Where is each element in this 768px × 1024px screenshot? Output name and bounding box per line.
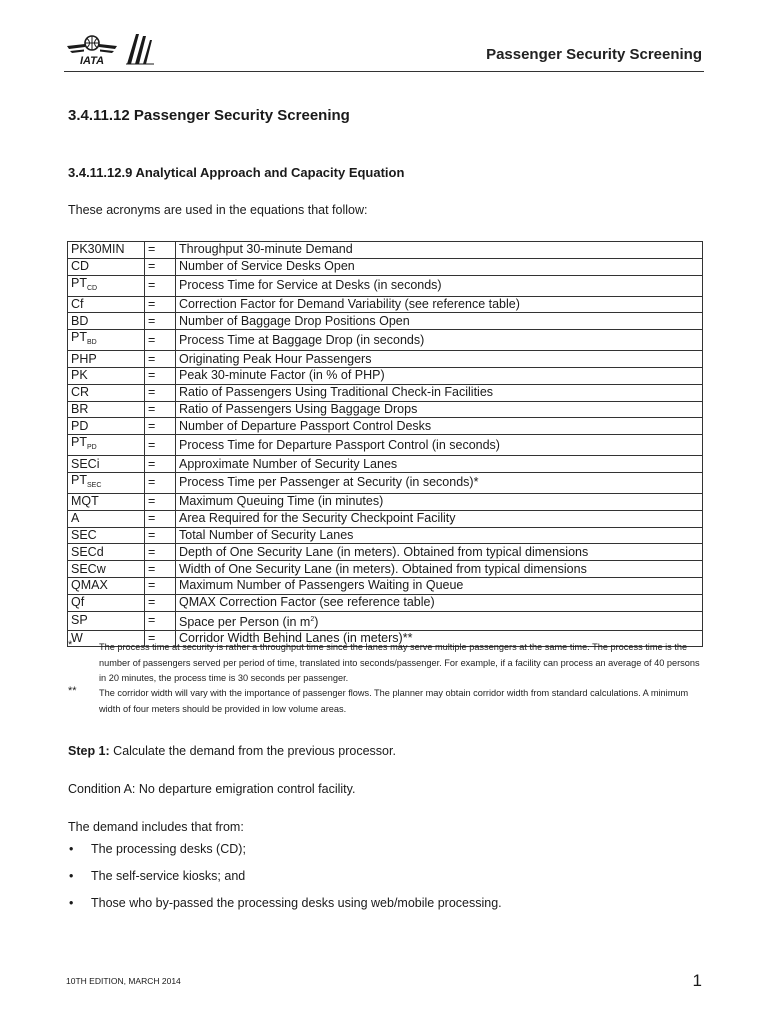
acronym-term: $PT_{CD}$	[68, 275, 145, 296]
table-row	[68, 510, 703, 527]
acronym-definition: Ratio of Passengers Using Traditional Check-in Facilities	[176, 384, 703, 401]
acronym-definition: Space per Person (in $m^2$)	[176, 611, 703, 630]
demand-intro: The demand includes that from:	[68, 820, 244, 834]
equals-sign: =	[145, 435, 176, 456]
step-1	[68, 744, 396, 758]
table-row	[68, 561, 703, 578]
table-row	[68, 275, 703, 296]
table-row	[68, 435, 703, 456]
equals-sign: =	[145, 561, 176, 578]
bullet-icon: •	[69, 842, 74, 856]
equals-sign: =	[145, 527, 176, 544]
acronym-term: $PT_{BD}$	[68, 330, 145, 351]
table-row	[68, 384, 703, 401]
acronym-term: CD	[68, 258, 145, 275]
equals-sign: =	[145, 313, 176, 330]
bullet-icon: •	[69, 896, 74, 910]
equals-sign: =	[145, 472, 176, 493]
acronym-term: MQT	[68, 493, 145, 510]
demand-sources-list	[68, 842, 502, 923]
equals-sign: =	[145, 258, 176, 275]
table-row	[68, 296, 703, 313]
acronym-definition: Number of Service Desks Open	[176, 258, 703, 275]
table-row	[68, 418, 703, 435]
footnote-text: The process time at security is rather a throughput time since the lanes may serve multiple passengers at the same time. The process time is the number of passengers served per period of time, translated into seconds/passenger. For example, if a facility can process an average of 40 persons in 20 minutes, the process time is 30 seconds per passenger.	[99, 642, 700, 683]
footnote-process-time	[68, 640, 709, 687]
step-1-text: Calculate the demand from the previous processor.	[109, 744, 396, 758]
equals-sign: =	[145, 275, 176, 296]
iata-logo	[66, 34, 118, 66]
acronym-definition: Peak 30-minute Factor (in % of PHP)	[176, 367, 703, 384]
table-row	[68, 611, 703, 630]
footnote-text: The corridor width will vary with the importance of passenger flows. The planner may obtain corridor width from standard calculations. A minimum width of four meters should be provided in low volume areas.	[99, 688, 689, 714]
acronym-term: W	[68, 630, 145, 647]
table-row	[68, 367, 703, 384]
condition-a: Condition A: No departure emigration control facility.	[68, 782, 356, 796]
acronym-definition: Ratio of Passengers Using Baggage Drops	[176, 401, 703, 418]
acronym-definition: Number of Baggage Drop Positions Open	[176, 313, 703, 330]
page-number: 1	[692, 971, 702, 990]
acronym-term: BR	[68, 401, 145, 418]
acronym-term: CR	[68, 384, 145, 401]
equals-sign: =	[145, 384, 176, 401]
subsection-heading: 3.4.11.12.9 Analytical Approach and Capacity Equation	[68, 165, 405, 180]
table-row	[68, 258, 703, 275]
acronym-term: Qf	[68, 594, 145, 611]
acronym-term: SECi	[68, 456, 145, 473]
page-header	[64, 30, 704, 72]
list-item-text: The self-service kiosks; and	[91, 869, 246, 883]
acronym-definition: Originating Peak Hour Passengers	[176, 351, 703, 368]
acronym-term: SECd	[68, 544, 145, 561]
table-row	[68, 594, 703, 611]
aci-logo	[124, 30, 156, 66]
acronym-table	[67, 241, 703, 647]
acronym-definition: Area Required for the Security Checkpoint Facility	[176, 510, 703, 527]
table-row	[68, 456, 703, 473]
section-heading: 3.4.11.12 Passenger Security Screening	[68, 107, 350, 124]
table-row	[68, 313, 703, 330]
equals-sign: =	[145, 296, 176, 313]
equals-sign: =	[145, 367, 176, 384]
table-row	[68, 493, 703, 510]
iata-logo-text: IATA	[79, 55, 105, 66]
acronym-definition: Process Time for Departure Passport Control (in seconds)	[176, 435, 703, 456]
equals-sign: =	[145, 630, 176, 647]
equals-sign: =	[145, 493, 176, 510]
equals-sign: =	[145, 456, 176, 473]
acronym-term: SP	[68, 611, 145, 630]
equals-sign: =	[145, 577, 176, 594]
footnote-mark: *	[68, 639, 73, 651]
bullet-icon: •	[69, 869, 74, 883]
footer-edition: 10TH EDITION, MARCH 2014	[66, 976, 181, 986]
acronym-definition: Correction Factor for Demand Variability (see reference table)	[176, 296, 703, 313]
table-row	[68, 544, 703, 561]
table-row	[68, 472, 703, 493]
equals-sign: =	[145, 544, 176, 561]
acronym-definition: Throughput 30-minute Demand	[176, 242, 703, 259]
table-row	[68, 351, 703, 368]
table-row	[68, 330, 703, 351]
acronym-term: SEC	[68, 527, 145, 544]
acronym-definition: Maximum Queuing Time (in minutes)	[176, 493, 703, 510]
table-row	[68, 401, 703, 418]
acronym-definition: Depth of One Security Lane (in meters). Obtained from typical dimensions	[176, 544, 703, 561]
acronym-definition: Maximum Number of Passengers Waiting in Queue	[176, 577, 703, 594]
list-item-text: Those who by-passed the processing desks using web/mobile processing.	[91, 896, 502, 910]
equals-sign: =	[145, 611, 176, 630]
acronym-term: $PT_{SEC}$	[68, 472, 145, 493]
step-1-label: Step 1:	[68, 744, 110, 758]
acronym-term: QMAX	[68, 577, 145, 594]
acronym-term: Cf	[68, 296, 145, 313]
equals-sign: =	[145, 510, 176, 527]
acronym-term: PK30MIN	[68, 242, 145, 259]
acronym-definition: Approximate Number of Security Lanes	[176, 456, 703, 473]
equals-sign: =	[145, 594, 176, 611]
acronym-definition: Process Time at Baggage Drop (in seconds)	[176, 330, 703, 351]
equals-sign: =	[145, 401, 176, 418]
list-item-text: The processing desks (CD);	[91, 842, 246, 856]
acronym-definition: Total Number of Security Lanes	[176, 527, 703, 544]
equals-sign: =	[145, 242, 176, 259]
acronym-definition: Corridor Width Behind Lanes (in meters)**	[176, 630, 703, 647]
intro-text: These acronyms are used in the equations that follow:	[68, 203, 368, 217]
equals-sign: =	[145, 330, 176, 351]
table-row	[68, 527, 703, 544]
table-row	[68, 242, 703, 259]
header-title: Passenger Security Screening	[486, 46, 702, 63]
acronym-term: PD	[68, 418, 145, 435]
acronym-definition: Process Time per Passenger at Security (in seconds)*	[176, 472, 703, 493]
equals-sign: =	[145, 351, 176, 368]
acronym-definition: QMAX Correction Factor (see reference table)	[176, 594, 703, 611]
acronym-term: BD	[68, 313, 145, 330]
acronym-term: $PT_{PD}$	[68, 435, 145, 456]
acronym-definition: Process Time for Service at Desks (in seconds)	[176, 275, 703, 296]
list-item	[68, 896, 502, 923]
footnote-corridor-width	[68, 686, 709, 717]
acronym-term: SECw	[68, 561, 145, 578]
list-item	[68, 842, 502, 869]
acronym-definition: Width of One Security Lane (in meters). Obtained from typical dimensions	[176, 561, 703, 578]
acronym-term: PK	[68, 367, 145, 384]
equals-sign: =	[145, 418, 176, 435]
acronym-definition: Number of Departure Passport Control Desks	[176, 418, 703, 435]
list-item	[68, 869, 502, 896]
acronym-term: A	[68, 510, 145, 527]
footnote-mark: **	[68, 685, 77, 697]
table-row	[68, 577, 703, 594]
acronym-term: PHP	[68, 351, 145, 368]
